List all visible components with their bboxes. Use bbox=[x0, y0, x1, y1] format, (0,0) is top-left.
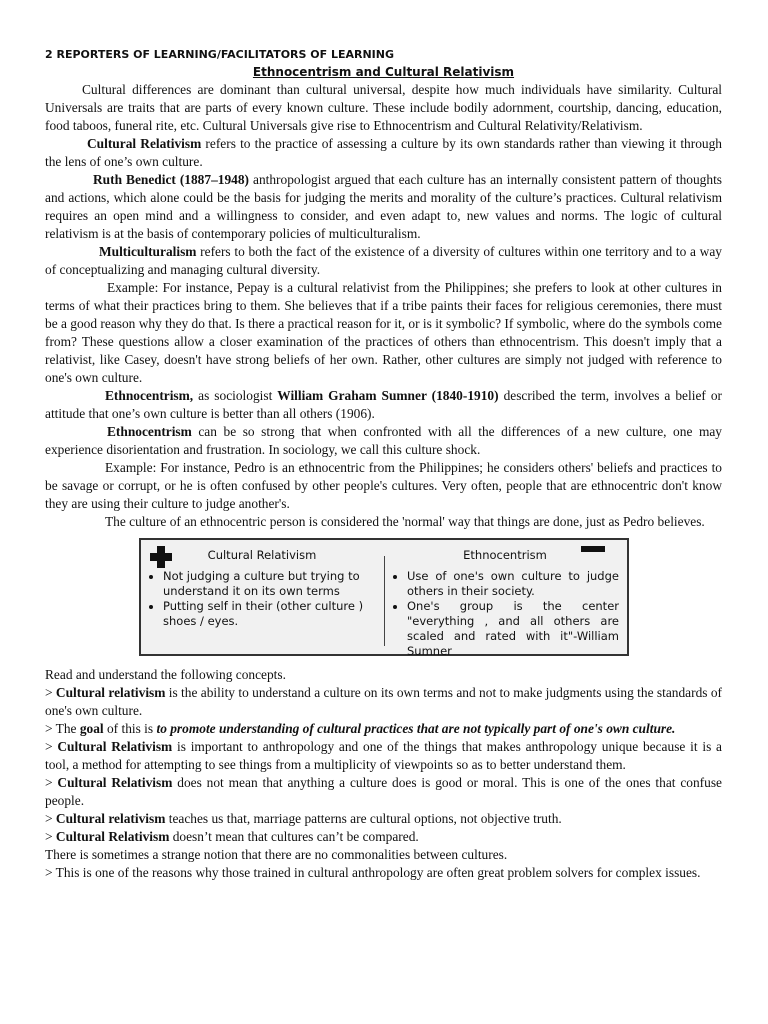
paragraph-multiculturalism: Multiculturalism refers to both the fact of the existence of a diversity of cultures within one territory and to a way of conceptualizing and managing cultural diversity. bbox=[45, 244, 722, 277]
document-title: Ethnocentrism and Cultural Relativism bbox=[252, 65, 515, 79]
figure-right-title: Ethnocentrism bbox=[463, 548, 547, 562]
paragraph-culture-shock: Ethnocentrism can be so strong that when confronted with all the differences of a new culture, one may experience disorientation and frustration. In sociology, we call this culture shock. bbox=[45, 424, 722, 457]
term-bold: Multiculturalism bbox=[99, 244, 197, 259]
document-body bbox=[45, 47, 722, 882]
paragraph-cultural-relativism: Cultural Relativism refers to the practice of assessing a culture by its own standards rather than viewing it through the lens of one’s own culture. bbox=[45, 136, 722, 169]
figure-right-column bbox=[391, 548, 619, 659]
paragraph-ruth-benedict: Ruth Benedict (1887–1948) anthropologist argued that each culture has an internally consistent pattern of thoughts and actions, which alone could be the basis for judging the merits and morality of the culture’s practices. Cultural relativism requires an open mind and a willingness to consider, and even adapt to, new values and norms. The logic of cultural relativism is at the basis of contemporary policies of multiculturalism. bbox=[45, 172, 723, 241]
term-bold: Cultural Relativism bbox=[87, 136, 202, 151]
bullet-goal: > The goal of this is to promote understanding of cultural practices that are not typically part of one's own culture. bbox=[45, 721, 676, 736]
paragraph-ethnocentrism-sumner: Ethnocentrism, as sociologist William Graham Sumner (1840-1910) described the term, involves a belief or attitude that one’s own culture is better than all others (1906). bbox=[45, 388, 722, 421]
term-bold: Cultural Relativism bbox=[57, 739, 173, 754]
figure-left-column bbox=[147, 548, 377, 629]
bullet-not-moral: > Cultural Relativism does not mean that anything a culture does is good or moral. This is one of the ones that confuse people. bbox=[45, 775, 722, 808]
bullet-cultural-relativism-ability: > Cultural relativism is the ability to understand a culture on its own terms and not to make judgments using the standards of one's own culture. bbox=[45, 685, 722, 718]
figure-right-list bbox=[391, 569, 619, 659]
list-item: • Not judging a culture but trying to understand it on its own terms bbox=[163, 569, 377, 599]
bullet-compared: > Cultural Relativism doesn’t mean that cultures can’t be compared. bbox=[45, 829, 419, 844]
paragraph-intro: Read and understand the following concepts. bbox=[45, 667, 286, 682]
figure-left-list bbox=[147, 569, 377, 629]
paragraph-commonalities: There is sometimes a strange notion that there are no commonalities between cultures. bbox=[45, 847, 508, 862]
term-bold: Cultural Relativism bbox=[55, 829, 170, 844]
term-bold: Ethnocentrism, bbox=[105, 388, 194, 403]
term-bold: Ethnocentrism bbox=[107, 424, 192, 439]
goal-emphasis: to promote understanding of cultural practices that are not typically part of one's own culture. bbox=[156, 721, 676, 736]
figure-divider bbox=[384, 556, 385, 646]
bullet-problem-solvers: > This is one of the reasons why those trained in cultural anthropology are often great problem solvers for complex issues. bbox=[45, 865, 701, 880]
bullet-anthropology: > Cultural Relativism is important to anthropology and one of the things that makes anthropology unique because it is a tool, a method for attempting to see things from a multiplicity of viewpoints so as to better understand them. bbox=[45, 739, 722, 772]
paragraph-cultural-differences: Cultural differences are dominant than cultural universal, despite how much individuals have similarity. Cultural Universals are traits that are parts of every known culture. These include bodily adornment, courtship, dancing, education, food taboos, funeral rite, etc. Cultural Universals give rise to Ethnocentrism and Cultural Relativity/Relativism. bbox=[45, 82, 722, 133]
comparison-figure bbox=[139, 538, 629, 656]
bullet-marriage-patterns: > Cultural relativism teaches us that, marriage patterns are cultural options, not objective truth. bbox=[45, 811, 562, 826]
term-bold: Cultural Relativism bbox=[57, 775, 173, 790]
term-bold: William Graham Sumner (1840-1910) bbox=[277, 388, 499, 403]
term-bold: goal bbox=[79, 721, 104, 736]
paragraph-normal-way: The culture of an ethnocentric person is considered the 'normal' way that things are done, just as Pedro believes. bbox=[105, 514, 705, 529]
list-item: • One's group is the center "everything , and all others are scaled and rated with it"-William Sumner bbox=[407, 599, 619, 659]
term-bold: Cultural relativism bbox=[55, 685, 166, 700]
list-item: • Use of one's own culture to judge others in their society. bbox=[407, 569, 619, 599]
list-item: • Putting self in their (other culture ) shoes / eyes. bbox=[163, 599, 377, 629]
document-header: 2 REPORTERS OF LEARNING/FACILITATORS OF LEARNING bbox=[45, 48, 395, 61]
paragraph-example-pedro: Example: For instance, Pedro is an ethnocentric from the Philippines; he considers others' beliefs and practices to be savage or corrupt, or he is often confused by other people's cultures. Very often, people that are ethnocentric don't know they are using their culture to judge another's. bbox=[45, 460, 722, 511]
term-bold: Ruth Benedict (1887–1948) bbox=[93, 172, 250, 187]
paragraph-example-pepay: Example: For instance, Pepay is a cultural relativist from the Philippines; she prefers to look at other cultures in terms of what their practices bring to them. She believes that if a tribe paints their faces for religious ceremonies, there must be a good reason why they do that. Is there a practical reason for it, or is it symbolic? If symbolic, where do the symbols come from? These questions allow a closer examination of the practices of others than ethnocentrism. This doesn't imply that a relativist, like Casey, doesn't have strong beliefs of her own. Rather, other cultures are simply not judged with reference to one's own culture. bbox=[45, 280, 722, 385]
term-bold: Cultural relativism bbox=[55, 811, 166, 826]
figure-left-title: Cultural Relativism bbox=[207, 548, 317, 562]
